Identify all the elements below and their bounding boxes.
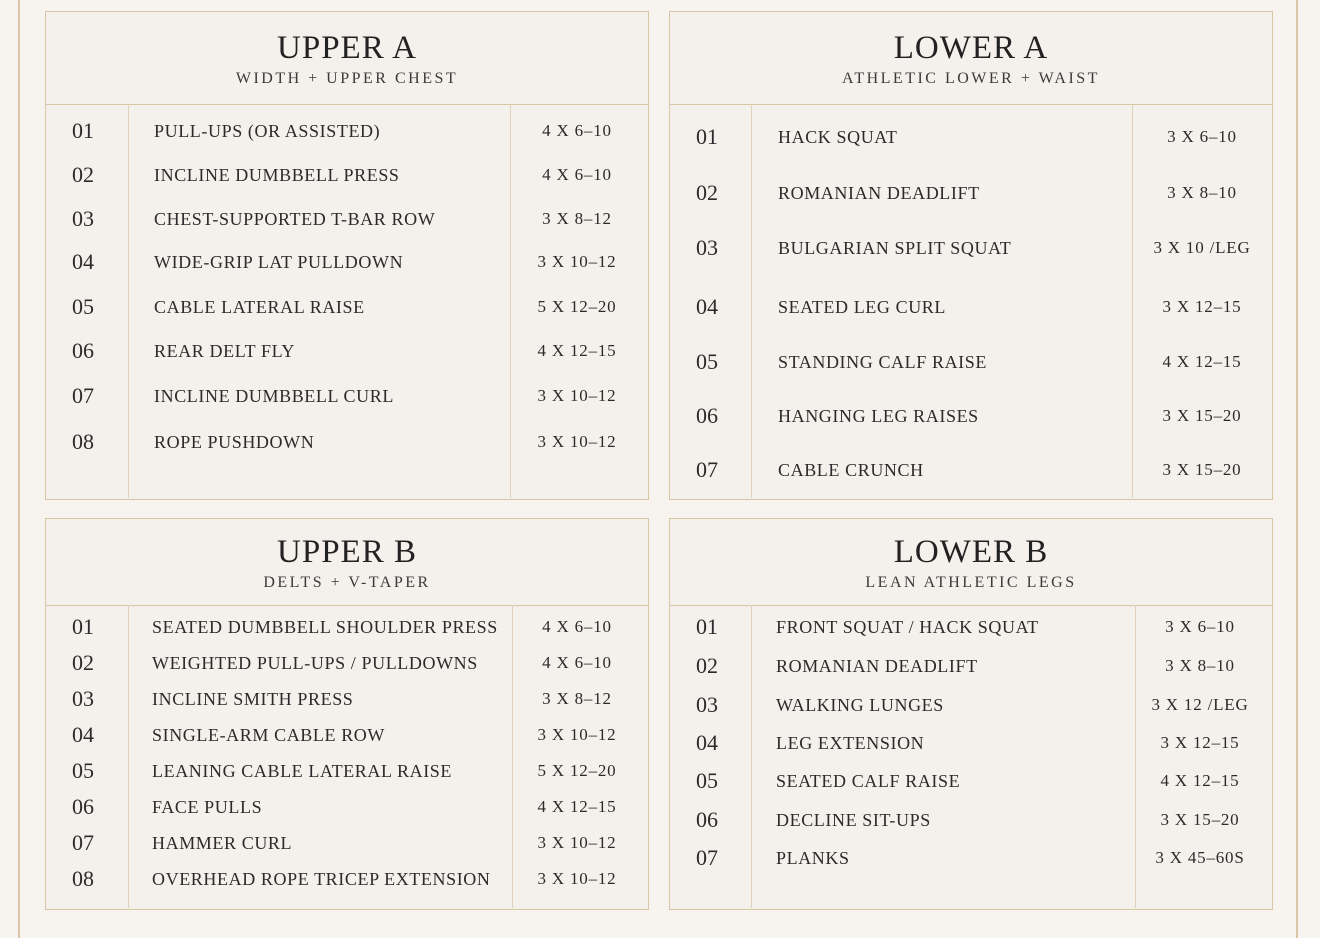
exercise-sets: 4 X 12–15 xyxy=(1162,352,1242,371)
exercise-number: 02 xyxy=(696,180,718,205)
exercise-sets: 3 X 8–10 xyxy=(1165,656,1235,675)
exercise-sets: 3 X 10–12 xyxy=(537,869,617,888)
exercise-row xyxy=(46,116,648,146)
exercise-row xyxy=(670,843,1272,873)
exercise-number: 01 xyxy=(72,614,94,639)
exercise-row xyxy=(670,401,1272,431)
lower-b-card xyxy=(669,518,1273,910)
exercise-number: 05 xyxy=(696,768,718,793)
card-title: LOWER B xyxy=(893,534,1049,570)
exercise-row xyxy=(46,381,648,411)
exercise-sets: 4 X 6–10 xyxy=(542,617,612,636)
exercise-name: FRONT SQUAT / HACK SQUAT xyxy=(776,617,1039,637)
card-title: UPPER A xyxy=(277,30,417,66)
exercise-sets: 3 X 6–10 xyxy=(1167,127,1237,146)
exercise-row xyxy=(670,728,1272,758)
exercise-name: SEATED DUMBBELL SHOULDER PRESS xyxy=(152,617,498,637)
exercise-name: CHEST-SUPPORTED T-BAR ROW xyxy=(154,209,436,229)
exercise-row xyxy=(670,690,1272,720)
exercise-sets: 3 X 8–12 xyxy=(542,689,612,708)
exercise-row xyxy=(670,347,1272,377)
exercise-row xyxy=(46,792,648,822)
exercise-number: 06 xyxy=(696,807,718,832)
exercise-sets: 3 X 12–15 xyxy=(1160,733,1240,752)
exercise-name: SEATED CALF RAISE xyxy=(776,771,961,791)
exercise-name: ROPE PUSHDOWN xyxy=(154,432,315,452)
exercise-number: 08 xyxy=(72,866,94,891)
exercise-row xyxy=(46,247,648,277)
exercise-name: ROMANIAN DEADLIFT xyxy=(776,656,978,676)
card-title: LOWER A xyxy=(893,30,1049,66)
exercise-number: 03 xyxy=(72,686,94,711)
exercise-number: 03 xyxy=(696,235,718,260)
exercise-name: INCLINE DUMBBELL CURL xyxy=(154,386,394,406)
exercise-row xyxy=(670,766,1272,796)
exercise-sets: 3 X 15–20 xyxy=(1162,406,1242,425)
exercise-row xyxy=(46,756,648,786)
exercise-number: 01 xyxy=(696,614,718,639)
exercise-name: INCLINE SMITH PRESS xyxy=(152,689,354,709)
exercise-number: 02 xyxy=(72,162,94,187)
exercise-sets: 4 X 6–10 xyxy=(542,653,612,672)
exercise-number: 04 xyxy=(696,730,718,755)
exercise-number: 05 xyxy=(72,294,94,319)
exercise-sets: 3 X 15–20 xyxy=(1162,460,1242,479)
exercise-row xyxy=(670,455,1272,485)
exercise-sets: 3 X 10–12 xyxy=(537,252,617,271)
exercise-row xyxy=(46,336,648,366)
exercise-sets: 3 X 10–12 xyxy=(537,725,617,744)
exercise-number: 07 xyxy=(72,830,94,855)
exercise-number: 02 xyxy=(696,653,718,678)
exercise-sets: 3 X 10–12 xyxy=(537,432,617,451)
exercise-row xyxy=(46,204,648,234)
exercise-number: 03 xyxy=(696,692,718,717)
exercise-name: CABLE CRUNCH xyxy=(778,460,924,480)
exercise-number: 05 xyxy=(72,758,94,783)
exercise-number: 07 xyxy=(696,845,718,870)
exercise-name: FACE PULLS xyxy=(152,797,263,817)
exercise-name: WALKING LUNGES xyxy=(776,695,944,715)
exercise-row xyxy=(670,651,1272,681)
exercise-number: 05 xyxy=(696,349,718,374)
exercise-number: 04 xyxy=(72,249,94,274)
exercise-name: OVERHEAD ROPE TRICEP EXTENSION xyxy=(152,869,491,889)
exercise-sets: 3 X 10 /LEG xyxy=(1153,238,1251,257)
exercise-row xyxy=(670,178,1272,208)
exercise-number: 08 xyxy=(72,429,94,454)
exercise-sets: 3 X 6–10 xyxy=(1165,617,1235,636)
exercise-row xyxy=(46,292,648,322)
exercise-row xyxy=(46,864,648,894)
exercise-row xyxy=(46,720,648,750)
card-title: UPPER B xyxy=(277,534,417,570)
exercise-sets: 3 X 10–12 xyxy=(537,833,617,852)
exercise-sets: 3 X 15–20 xyxy=(1160,810,1240,829)
exercise-sets: 5 X 12–20 xyxy=(537,297,617,316)
exercise-name: REAR DELT FLY xyxy=(154,341,296,361)
exercise-name: WIDE-GRIP LAT PULLDOWN xyxy=(154,252,404,272)
exercise-name: PULL-UPS (OR ASSISTED) xyxy=(154,121,381,141)
upper-a-card xyxy=(45,11,649,500)
exercise-name: HAMMER CURL xyxy=(152,833,293,853)
exercise-sets: 3 X 8–10 xyxy=(1167,183,1237,202)
card-subtitle: WIDTH + UPPER CHEST xyxy=(235,70,459,87)
upper-b-card xyxy=(45,518,649,910)
exercise-number: 03 xyxy=(72,206,94,231)
exercise-number: 07 xyxy=(72,383,94,408)
card-header xyxy=(670,12,1272,105)
exercise-name: PLANKS xyxy=(776,848,850,868)
exercise-sets: 4 X 12–15 xyxy=(537,797,617,816)
exercise-number: 02 xyxy=(72,650,94,675)
exercise-sets: 5 X 12–20 xyxy=(537,761,617,780)
exercise-name: HACK SQUAT xyxy=(778,127,898,147)
exercise-number: 04 xyxy=(696,294,718,319)
exercise-name: SEATED LEG CURL xyxy=(778,297,946,317)
exercise-row xyxy=(670,292,1272,322)
exercise-row xyxy=(46,612,648,642)
exercise-row xyxy=(670,233,1272,263)
exercise-row xyxy=(46,648,648,678)
exercise-sets: 4 X 12–15 xyxy=(537,341,617,360)
exercise-sets: 3 X 45–60S xyxy=(1155,848,1245,867)
exercise-row xyxy=(670,612,1272,642)
exercise-name: STANDING CALF RAISE xyxy=(778,352,987,372)
exercise-name: LEG EXTENSION xyxy=(776,733,925,753)
exercise-number: 07 xyxy=(696,457,718,482)
exercise-name: BULGARIAN SPLIT SQUAT xyxy=(778,238,1012,258)
exercise-sets: 4 X 6–10 xyxy=(542,165,612,184)
card-subtitle: ATHLETIC LOWER + WAIST xyxy=(842,70,1100,87)
exercise-number: 01 xyxy=(72,118,94,143)
exercise-name: WEIGHTED PULL-UPS / PULLDOWNS xyxy=(152,653,478,673)
exercise-number: 06 xyxy=(72,338,94,363)
exercise-sets: 3 X 12 /LEG xyxy=(1151,695,1249,714)
exercise-number: 01 xyxy=(696,124,718,149)
exercise-row xyxy=(46,684,648,714)
exercise-name: DECLINE SIT-UPS xyxy=(776,810,931,830)
exercise-sets: 3 X 8–12 xyxy=(542,209,612,228)
exercise-sets: 4 X 12–15 xyxy=(1160,771,1240,790)
lower-a-card xyxy=(669,11,1273,500)
exercise-row xyxy=(46,427,648,457)
exercise-row xyxy=(46,160,648,190)
exercise-name: HANGING LEG RAISES xyxy=(778,406,979,426)
exercise-sets: 3 X 10–12 xyxy=(537,386,617,405)
exercise-sets: 4 X 6–10 xyxy=(542,121,612,140)
card-subtitle: LEAN ATHLETIC LEGS xyxy=(865,574,1077,591)
exercise-number: 04 xyxy=(72,722,94,747)
exercise-name: ROMANIAN DEADLIFT xyxy=(778,183,980,203)
exercise-sets: 3 X 12–15 xyxy=(1162,297,1242,316)
exercise-row xyxy=(670,122,1272,152)
exercise-number: 06 xyxy=(72,794,94,819)
card-header xyxy=(46,12,648,105)
exercise-row xyxy=(46,828,648,858)
exercise-number: 06 xyxy=(696,403,718,428)
exercise-row xyxy=(670,805,1272,835)
card-subtitle: DELTS + V-TAPER xyxy=(263,574,431,591)
card-header xyxy=(46,519,648,606)
exercise-name: LEANING CABLE LATERAL RAISE xyxy=(152,761,453,781)
exercise-name: CABLE LATERAL RAISE xyxy=(154,297,365,317)
card-header xyxy=(670,519,1272,606)
exercise-name: SINGLE-ARM CABLE ROW xyxy=(152,725,385,745)
exercise-name: INCLINE DUMBBELL PRESS xyxy=(154,165,400,185)
